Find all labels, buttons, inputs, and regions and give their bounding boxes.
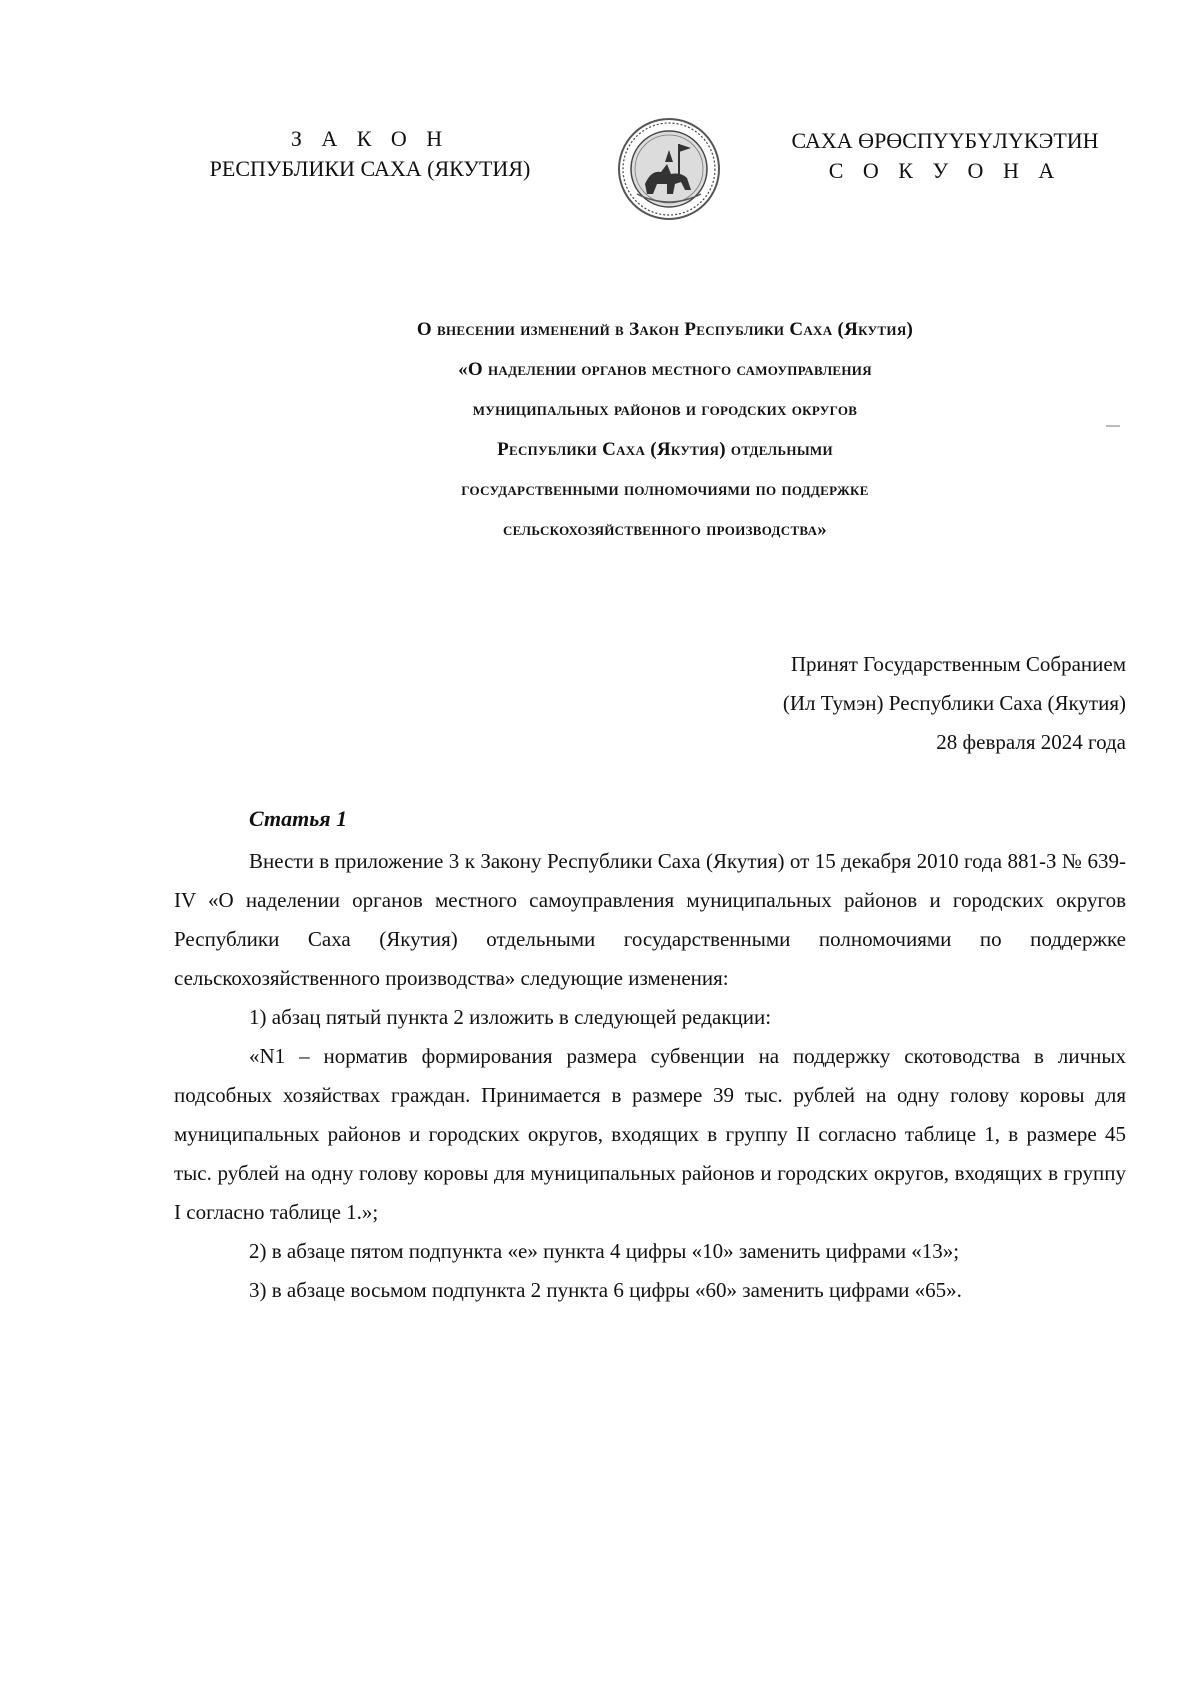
adoption-date: 28 февраля 2024 года <box>936 730 1126 754</box>
header-right <box>760 126 1130 186</box>
title-line: «О наделении органов местного самоуправления <box>458 359 872 380</box>
title-line: муниципальных районов и городских округов <box>472 399 858 420</box>
title-line: государственными полномочиями по поддержке <box>461 479 869 500</box>
header-law-word: З А К О Н <box>290 126 450 151</box>
adoption-line: (Ил Тумэн) Республики Саха (Якутия) <box>782 691 1126 715</box>
header-left <box>200 124 540 184</box>
header-republic-name: РЕСПУБЛИКИ САХА (ЯКУТИЯ) <box>209 156 531 181</box>
adoption-line: Принят Государственным Собранием <box>790 652 1126 676</box>
header-republic-name-sakha: САХА ӨРӨСПҮҮБҮЛҮКЭТИН <box>791 128 1099 153</box>
scan-mark <box>1106 425 1120 427</box>
document-title <box>250 310 1080 550</box>
article-paragraph: «N1 – норматив формирования размера субвенции на поддержку скотоводства в личных подсобных хозяйствах граждан. Принимается в размере 39 тыс. рублей на одну голову коровы для муниципальных районов и городских округов, входящих в группу II согласно таблице 1, в размере 45 тыс. рублей на одну голову коровы для муниципальных районов и городских округов, входящих в группу I согласно таблице 1.»; <box>174 1044 1126 1224</box>
title-line: О внесении изменений в Закон Республики Саха (Якутия) <box>416 319 914 340</box>
coat-of-arms-emblem-icon <box>617 114 721 224</box>
article-paragraph: 1) абзац пятый пункта 2 изложить в следующей редакции: <box>249 1005 772 1029</box>
article-paragraph: 2) в абзаце пятом подпункта «е» пункта 4 цифры «10» заменить цифрами «13»; <box>249 1239 960 1263</box>
title-line: Республики Саха (Якутия) отдельными <box>497 439 833 460</box>
adoption-info <box>783 645 1126 762</box>
article-paragraph: 3) в абзаце восьмом подпункта 2 пункта 6 цифры «60» заменить цифрами «65». <box>249 1278 962 1302</box>
article-heading: Статья 1 <box>249 806 348 831</box>
article-paragraph: Внести в приложение 3 к Закону Республики Саха (Якутия) от 15 декабря 2010 года 881-З № 639-IV «О наделении органов местного самоуправления муниципальных районов и городских округов Республики Саха (Якутия) отдельными государственными полномочиями по поддержке сельскохозяйственного производства» следующие изменения: <box>174 849 1126 990</box>
header-law-word-sakha: С О К У О Н А <box>828 158 1062 183</box>
article-body <box>174 842 1126 1310</box>
title-line: сельскохозяйственного производства» <box>502 519 828 540</box>
